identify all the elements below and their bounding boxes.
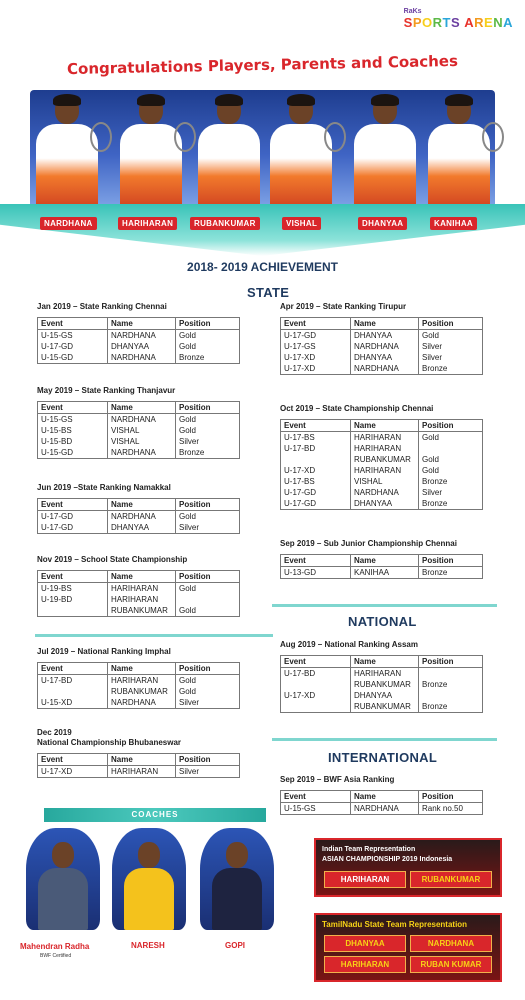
cell-event: U-17-GD	[38, 511, 108, 523]
table-row	[38, 583, 240, 595]
section-state: STATE	[247, 285, 290, 300]
column-header-event: Event	[281, 420, 351, 432]
cell-event: U-19-BS	[38, 583, 108, 595]
cell-position: Gold	[419, 432, 483, 444]
cell-position	[419, 443, 483, 454]
cell-event: U-13-GD	[281, 567, 351, 579]
event-title: Oct 2019 – State Championship Chennai	[280, 404, 434, 413]
cell-position: Silver	[419, 352, 483, 363]
player-name-tag: NARDHANA	[40, 217, 97, 230]
cell-event: U-17-XD	[281, 690, 351, 701]
table-row	[38, 341, 240, 352]
cell-name: RUBANKUMAR	[351, 454, 419, 465]
event-title: Sep 2019 – Sub Junior Championship Chennai	[280, 539, 457, 548]
player-photo	[420, 96, 498, 222]
table-row	[281, 465, 483, 476]
column-header-event: Event	[38, 318, 108, 330]
column-header-event: Event	[38, 499, 108, 511]
cell-name: KANIHAA	[351, 567, 419, 579]
cell-name: DHANYAA	[351, 690, 419, 701]
column-header-position: Position	[176, 754, 240, 766]
column-header-position: Position	[176, 499, 240, 511]
cell-position: Silver	[419, 341, 483, 352]
cell-event: U-15-GS	[38, 330, 108, 342]
table-row	[281, 803, 483, 815]
cell-name: HARIHARAN	[108, 583, 176, 595]
column-header-name: Name	[108, 499, 176, 511]
coaches-label: COACHES	[44, 808, 266, 822]
table-row	[281, 487, 483, 498]
event-title: Jan 2019 – State Ranking Chennai	[37, 302, 167, 311]
cell-position: Gold	[176, 675, 240, 687]
cell-name: RUBANKUMAR	[351, 679, 419, 690]
cell-name: DHANYAA	[351, 352, 419, 363]
section-national: NATIONAL	[348, 614, 417, 629]
column-header-event: Event	[38, 663, 108, 675]
cell-position: Gold	[176, 605, 240, 617]
cell-name: NARDHANA	[108, 352, 176, 364]
results-apr-2019	[280, 302, 483, 375]
column-header-position: Position	[176, 402, 240, 414]
table-row	[38, 330, 240, 342]
cell-event: U-17-XD	[281, 352, 351, 363]
cell-name: DHANYAA	[108, 522, 176, 534]
cell-position: Bronze	[419, 498, 483, 510]
cell-event: U-17-GD	[281, 498, 351, 510]
rep-player: HARIHARAN	[324, 871, 406, 888]
cell-name: NARDHANA	[351, 341, 419, 352]
cell-position: Gold	[419, 330, 483, 342]
event-title: Aug 2019 – National Ranking Assam	[280, 640, 418, 649]
coach-name: NARESH	[131, 941, 165, 950]
cell-event	[281, 679, 351, 690]
cell-event: U-15-BD	[38, 436, 108, 447]
table-row	[281, 443, 483, 454]
column-header-position: Position	[419, 420, 483, 432]
table-row	[281, 341, 483, 352]
results-sep-2019-sub-junior	[280, 539, 483, 579]
column-header-position: Position	[176, 571, 240, 583]
table-row	[281, 352, 483, 363]
cell-name: DHANYAA	[351, 330, 419, 342]
results-table	[280, 419, 483, 510]
player-name-tag: VISHAL	[282, 217, 321, 230]
player-photo	[112, 96, 190, 222]
results-may-2019	[37, 386, 240, 459]
cell-name: HARIHARAN	[351, 465, 419, 476]
cell-event: U-17-BS	[281, 476, 351, 487]
results-nov-2019	[37, 555, 240, 617]
cell-position: Gold	[419, 454, 483, 465]
table-row	[281, 454, 483, 465]
cell-position: Silver	[176, 436, 240, 447]
cell-position: Silver	[176, 697, 240, 709]
column-header-event: Event	[281, 555, 351, 567]
rep-title: Indian Team Representation	[322, 846, 416, 853]
teal-ribbon	[0, 204, 525, 256]
cell-event: U-15-GD	[38, 447, 108, 459]
cell-name: NARDHANA	[108, 511, 176, 523]
event-title: Jun 2019 –State Ranking Namakkal	[37, 483, 171, 492]
table-row	[38, 522, 240, 534]
results-oct-2019	[280, 404, 483, 510]
table-row	[38, 447, 240, 459]
column-header-position: Position	[176, 663, 240, 675]
cell-name: RUBANKUMAR	[108, 686, 176, 697]
divider-line	[35, 634, 273, 637]
cell-position: Bronze	[419, 679, 483, 690]
column-header-name: Name	[351, 318, 419, 330]
cell-name: HARIHARAN	[351, 432, 419, 444]
coach-name: Mahendran Radha	[20, 942, 90, 951]
cell-event: U-17-GD	[38, 341, 108, 352]
cell-name: RUBANKUMAR	[351, 701, 419, 713]
cell-name: HARIHARAN	[351, 668, 419, 680]
cell-position: Gold	[176, 414, 240, 426]
cell-event	[281, 701, 351, 713]
results-table	[37, 570, 240, 617]
table-row	[281, 668, 483, 680]
divider-line	[272, 738, 497, 741]
cell-event: U-17-GD	[38, 522, 108, 534]
coach-name: GOPI	[225, 941, 246, 950]
cell-position: Bronze	[419, 476, 483, 487]
results-table	[37, 317, 240, 364]
indian-team-representation	[314, 838, 502, 897]
cell-event: U-17-BD	[38, 675, 108, 687]
cell-name: DHANYAA	[108, 341, 176, 352]
column-header-name: Name	[351, 555, 419, 567]
table-row	[281, 476, 483, 487]
cell-event	[38, 686, 108, 697]
cell-position: Gold	[176, 511, 240, 523]
cell-position: Rank no.50	[419, 803, 483, 815]
results-table	[280, 554, 483, 579]
table-row	[281, 690, 483, 701]
results-table	[37, 662, 240, 709]
cell-name: HARIHARAN	[351, 443, 419, 454]
cell-name: NARDHANA	[108, 414, 176, 426]
column-header-event: Event	[38, 754, 108, 766]
column-header-event: Event	[281, 791, 351, 803]
column-header-name: Name	[351, 656, 419, 668]
column-header-name: Name	[108, 318, 176, 330]
divider-line	[272, 604, 497, 607]
results-table	[280, 655, 483, 713]
table-row	[38, 675, 240, 687]
player-name-tag: DHANYAA	[358, 217, 407, 230]
column-header-name: Name	[108, 402, 176, 414]
column-header-position: Position	[419, 791, 483, 803]
column-header-event: Event	[281, 318, 351, 330]
rep-player: DHANYAA	[324, 935, 406, 952]
cell-event: U-15-GS	[281, 803, 351, 815]
cell-position: Gold	[176, 341, 240, 352]
cell-position: Gold	[176, 425, 240, 436]
table-row	[38, 425, 240, 436]
results-dec-2019	[37, 728, 240, 778]
congratulations-banner: Congratulations Players, Parents and Coaches	[66, 51, 459, 79]
player-name-tag: HARIHARAN	[118, 217, 177, 230]
cell-name: DHANYAA	[351, 498, 419, 510]
column-header-event: Event	[38, 402, 108, 414]
cell-event: U-17-XD	[281, 465, 351, 476]
results-table	[37, 753, 240, 778]
cell-name: VISHAL	[108, 436, 176, 447]
column-header-event: Event	[281, 656, 351, 668]
cell-event: U-15-GD	[38, 352, 108, 364]
event-title: Dec 2019 National Championship Bhubaneswar	[37, 728, 182, 747]
event-title: May 2019 – State Ranking Thanjavur	[37, 386, 176, 395]
event-title: Jul 2019 – National Ranking Imphal	[37, 647, 171, 656]
cell-position	[176, 594, 240, 605]
cell-event	[281, 454, 351, 465]
cell-event: U-15-XD	[38, 697, 108, 709]
rep-player: RUBAN KUMAR	[410, 956, 492, 973]
player-photo	[262, 96, 340, 222]
rep-player: NARDHANA	[410, 935, 492, 952]
cell-position	[419, 690, 483, 701]
coach-credential: BWF Certified	[40, 953, 72, 959]
table-row	[281, 330, 483, 342]
cell-event: U-17-XD	[281, 363, 351, 375]
column-header-name: Name	[351, 420, 419, 432]
table-row	[38, 605, 240, 617]
cell-name: RUBANKUMAR	[108, 605, 176, 617]
rep-player: RUBANKUMAR	[410, 871, 492, 888]
results-table	[280, 790, 483, 815]
cell-name: VISHAL	[108, 425, 176, 436]
table-row	[38, 686, 240, 697]
rep-subtitle: ASIAN CHAMPIONSHIP 2019 Indonesia	[322, 856, 453, 863]
cell-event: U-17-XD	[38, 766, 108, 778]
section-international: INTERNATIONAL	[328, 750, 438, 765]
cell-name: NARDHANA	[108, 447, 176, 459]
table-row	[38, 766, 240, 778]
cell-position: Silver	[176, 522, 240, 534]
rep-player: HARIHARAN	[324, 956, 406, 973]
player-photo	[190, 96, 268, 222]
event-title: Sep 2019 – BWF Asia Ranking	[280, 775, 395, 784]
table-row	[38, 511, 240, 523]
cell-event: U-17-GD	[281, 487, 351, 498]
cell-position: Gold	[176, 583, 240, 595]
cell-name: HARIHARAN	[108, 675, 176, 687]
column-header-position: Position	[176, 318, 240, 330]
event-title: Apr 2019 – State Ranking Tirupur	[280, 302, 407, 311]
cell-position: Bronze	[419, 567, 483, 579]
column-header-name: Name	[351, 791, 419, 803]
rep-title: TamilNadu State Team Representation	[322, 920, 468, 929]
column-header-name: Name	[108, 754, 176, 766]
cell-position	[419, 668, 483, 680]
results-table	[37, 498, 240, 534]
cell-event: U-17-BD	[281, 443, 351, 454]
cell-name: NARDHANA	[351, 487, 419, 498]
table-row	[38, 414, 240, 426]
tamilnadu-team-representation	[314, 913, 502, 982]
table-row	[38, 697, 240, 709]
cell-event	[38, 605, 108, 617]
cell-event: U-19-BD	[38, 594, 108, 605]
cell-name: HARIHARAN	[108, 766, 176, 778]
table-row	[281, 498, 483, 510]
cell-event: U-15-GS	[38, 414, 108, 426]
cell-event: U-17-GD	[281, 330, 351, 342]
table-row	[281, 679, 483, 690]
logo-brand: RaKs	[403, 8, 422, 15]
player-name-tag: KANIHAA	[430, 217, 477, 230]
column-header-event: Event	[38, 571, 108, 583]
cell-position: Bronze	[419, 363, 483, 375]
results-jun-2019	[37, 483, 240, 534]
table-row	[38, 594, 240, 605]
table-row	[38, 436, 240, 447]
results-aug-2019	[280, 640, 483, 713]
cell-position: Gold	[176, 686, 240, 697]
player-photo	[28, 96, 106, 222]
column-header-position: Position	[419, 555, 483, 567]
cell-position: Bronze	[176, 447, 240, 459]
cell-name: HARIHARAN	[108, 594, 176, 605]
table-row	[281, 363, 483, 375]
cell-name: NARDHANA	[108, 697, 176, 709]
cell-name: NARDHANA	[351, 803, 419, 815]
cell-event: U-17-BD	[281, 668, 351, 680]
achievement-title: 2018- 2019 ACHIEVEMENT	[187, 260, 338, 274]
results-jul-2019	[37, 647, 240, 709]
cell-name: NARDHANA	[108, 330, 176, 342]
cell-name: NARDHANA	[351, 363, 419, 375]
cell-position: Gold	[176, 330, 240, 342]
table-row	[38, 352, 240, 364]
column-header-name: Name	[108, 663, 176, 675]
sports-arena-logo	[404, 8, 513, 30]
cell-position: Silver	[176, 766, 240, 778]
column-header-position: Position	[419, 318, 483, 330]
table-row	[281, 701, 483, 713]
player-photo	[346, 96, 424, 222]
players-photo-band	[0, 86, 525, 256]
player-name-tag: RUBANKUMAR	[190, 217, 260, 230]
table-row	[281, 432, 483, 444]
event-title: Nov 2019 – School State Championship	[37, 555, 188, 564]
cell-event: U-17-GS	[281, 341, 351, 352]
cell-position: Bronze	[419, 701, 483, 713]
results-jan-2019	[37, 302, 240, 364]
results-table	[37, 401, 240, 459]
column-header-name: Name	[108, 571, 176, 583]
cell-event: U-15-BS	[38, 425, 108, 436]
results-table	[280, 317, 483, 375]
cell-position: Silver	[419, 487, 483, 498]
column-header-position: Position	[419, 656, 483, 668]
cell-event: U-17-BS	[281, 432, 351, 444]
cell-name: VISHAL	[351, 476, 419, 487]
logo-title: SPORTS ARENA	[403, 15, 513, 30]
cell-position: Gold	[419, 465, 483, 476]
cell-position: Bronze	[176, 352, 240, 364]
table-row	[281, 567, 483, 579]
results-sep-2019-bwf	[280, 775, 483, 815]
